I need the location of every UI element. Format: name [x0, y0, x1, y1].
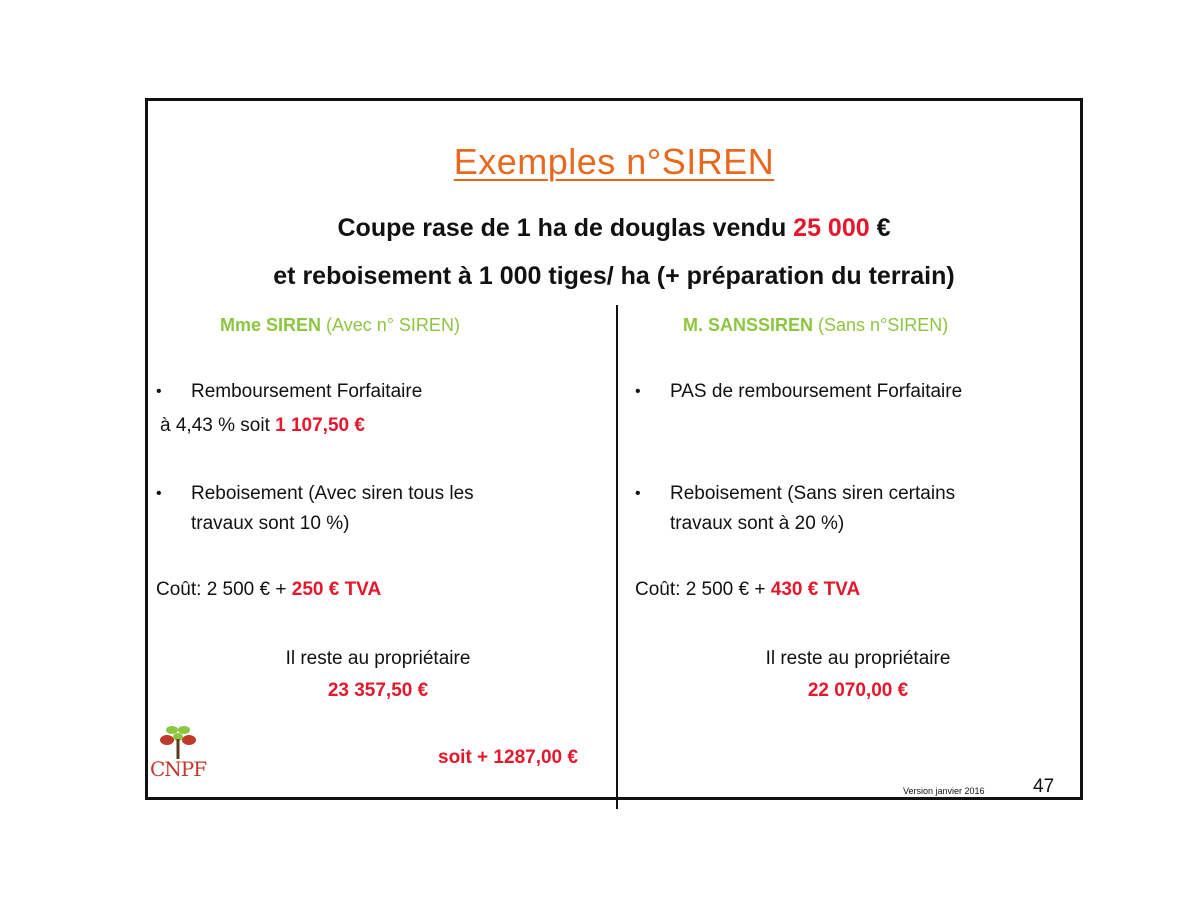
right-heading-name: M. SANSSIREN: [683, 315, 814, 335]
difference-amount: soit + 1287,00 €: [438, 747, 578, 768]
right-remaining-amount: 22 070,00 €: [807, 680, 909, 701]
slide-title: Exemples n°SIREN: [453, 141, 775, 182]
right-bullet-1-marker: •: [635, 383, 641, 400]
left-bullet-1-marker: •: [156, 383, 162, 400]
left-refund-amount: 1 107,50 €: [275, 415, 365, 436]
currency-symbol: €: [869, 214, 891, 242]
left-remaining-amount: 23 357,50 €: [327, 680, 429, 701]
right-column-heading: [683, 315, 948, 336]
left-remaining-block: [208, 643, 548, 707]
slide-frame: [145, 98, 1083, 800]
cnpf-logo: [150, 721, 210, 797]
left-bullet-2-line-1: Reboisement (Avec siren tous les: [191, 483, 474, 504]
subtitle-line-1: [148, 214, 1080, 243]
tree-icon: [150, 721, 210, 761]
right-cost-line: [635, 575, 860, 605]
sale-amount: 25 000: [793, 214, 870, 242]
right-bullet-2-line-1: Reboisement (Sans siren certains: [670, 483, 956, 504]
left-remaining-label: Il reste au propriétaire: [285, 648, 471, 669]
version-label: Version janvier 2016: [903, 786, 985, 796]
column-divider: [616, 305, 618, 809]
right-bullet-1-text: PAS de remboursement Forfaitaire: [670, 381, 963, 402]
right-bullet-2-line-2: travaux sont à 20 %): [670, 513, 845, 534]
page-number: 47: [1033, 776, 1055, 797]
left-cost-tva: 250 € TVA: [291, 579, 382, 600]
left-refund-text: à 4,43 % soit: [160, 415, 276, 436]
left-heading-name: Mme SIREN: [220, 315, 322, 335]
right-bullet-2-marker: •: [635, 485, 641, 502]
right-remaining-label: Il reste au propriétaire: [765, 648, 951, 669]
logo-text: CNPF: [150, 757, 207, 781]
right-cost-text: Coût: 2 500 € +: [635, 579, 771, 600]
subtitle-line-1-text: Coupe rase de 1 ha de douglas vendu: [337, 214, 794, 242]
right-remaining-block: [688, 643, 1028, 707]
left-bullet-2-line-2: travaux sont 10 %): [191, 513, 350, 534]
subtitle-line-2: et reboisement à 1 000 tiges/ ha (+ préparation du terrain): [273, 262, 955, 290]
left-column-heading: [220, 315, 460, 336]
left-cost-text: Coût: 2 500 € +: [156, 579, 292, 600]
left-bullet-1-text: Remboursement Forfaitaire: [191, 381, 423, 402]
left-cost-line: [156, 575, 381, 605]
left-refund-line: [160, 411, 365, 441]
left-heading-note: (Avec n° SIREN): [321, 315, 460, 335]
right-cost-tva: 430 € TVA: [770, 579, 861, 600]
right-heading-note: (Sans n°SIREN): [813, 315, 949, 335]
left-bullet-2-marker: •: [156, 485, 162, 502]
